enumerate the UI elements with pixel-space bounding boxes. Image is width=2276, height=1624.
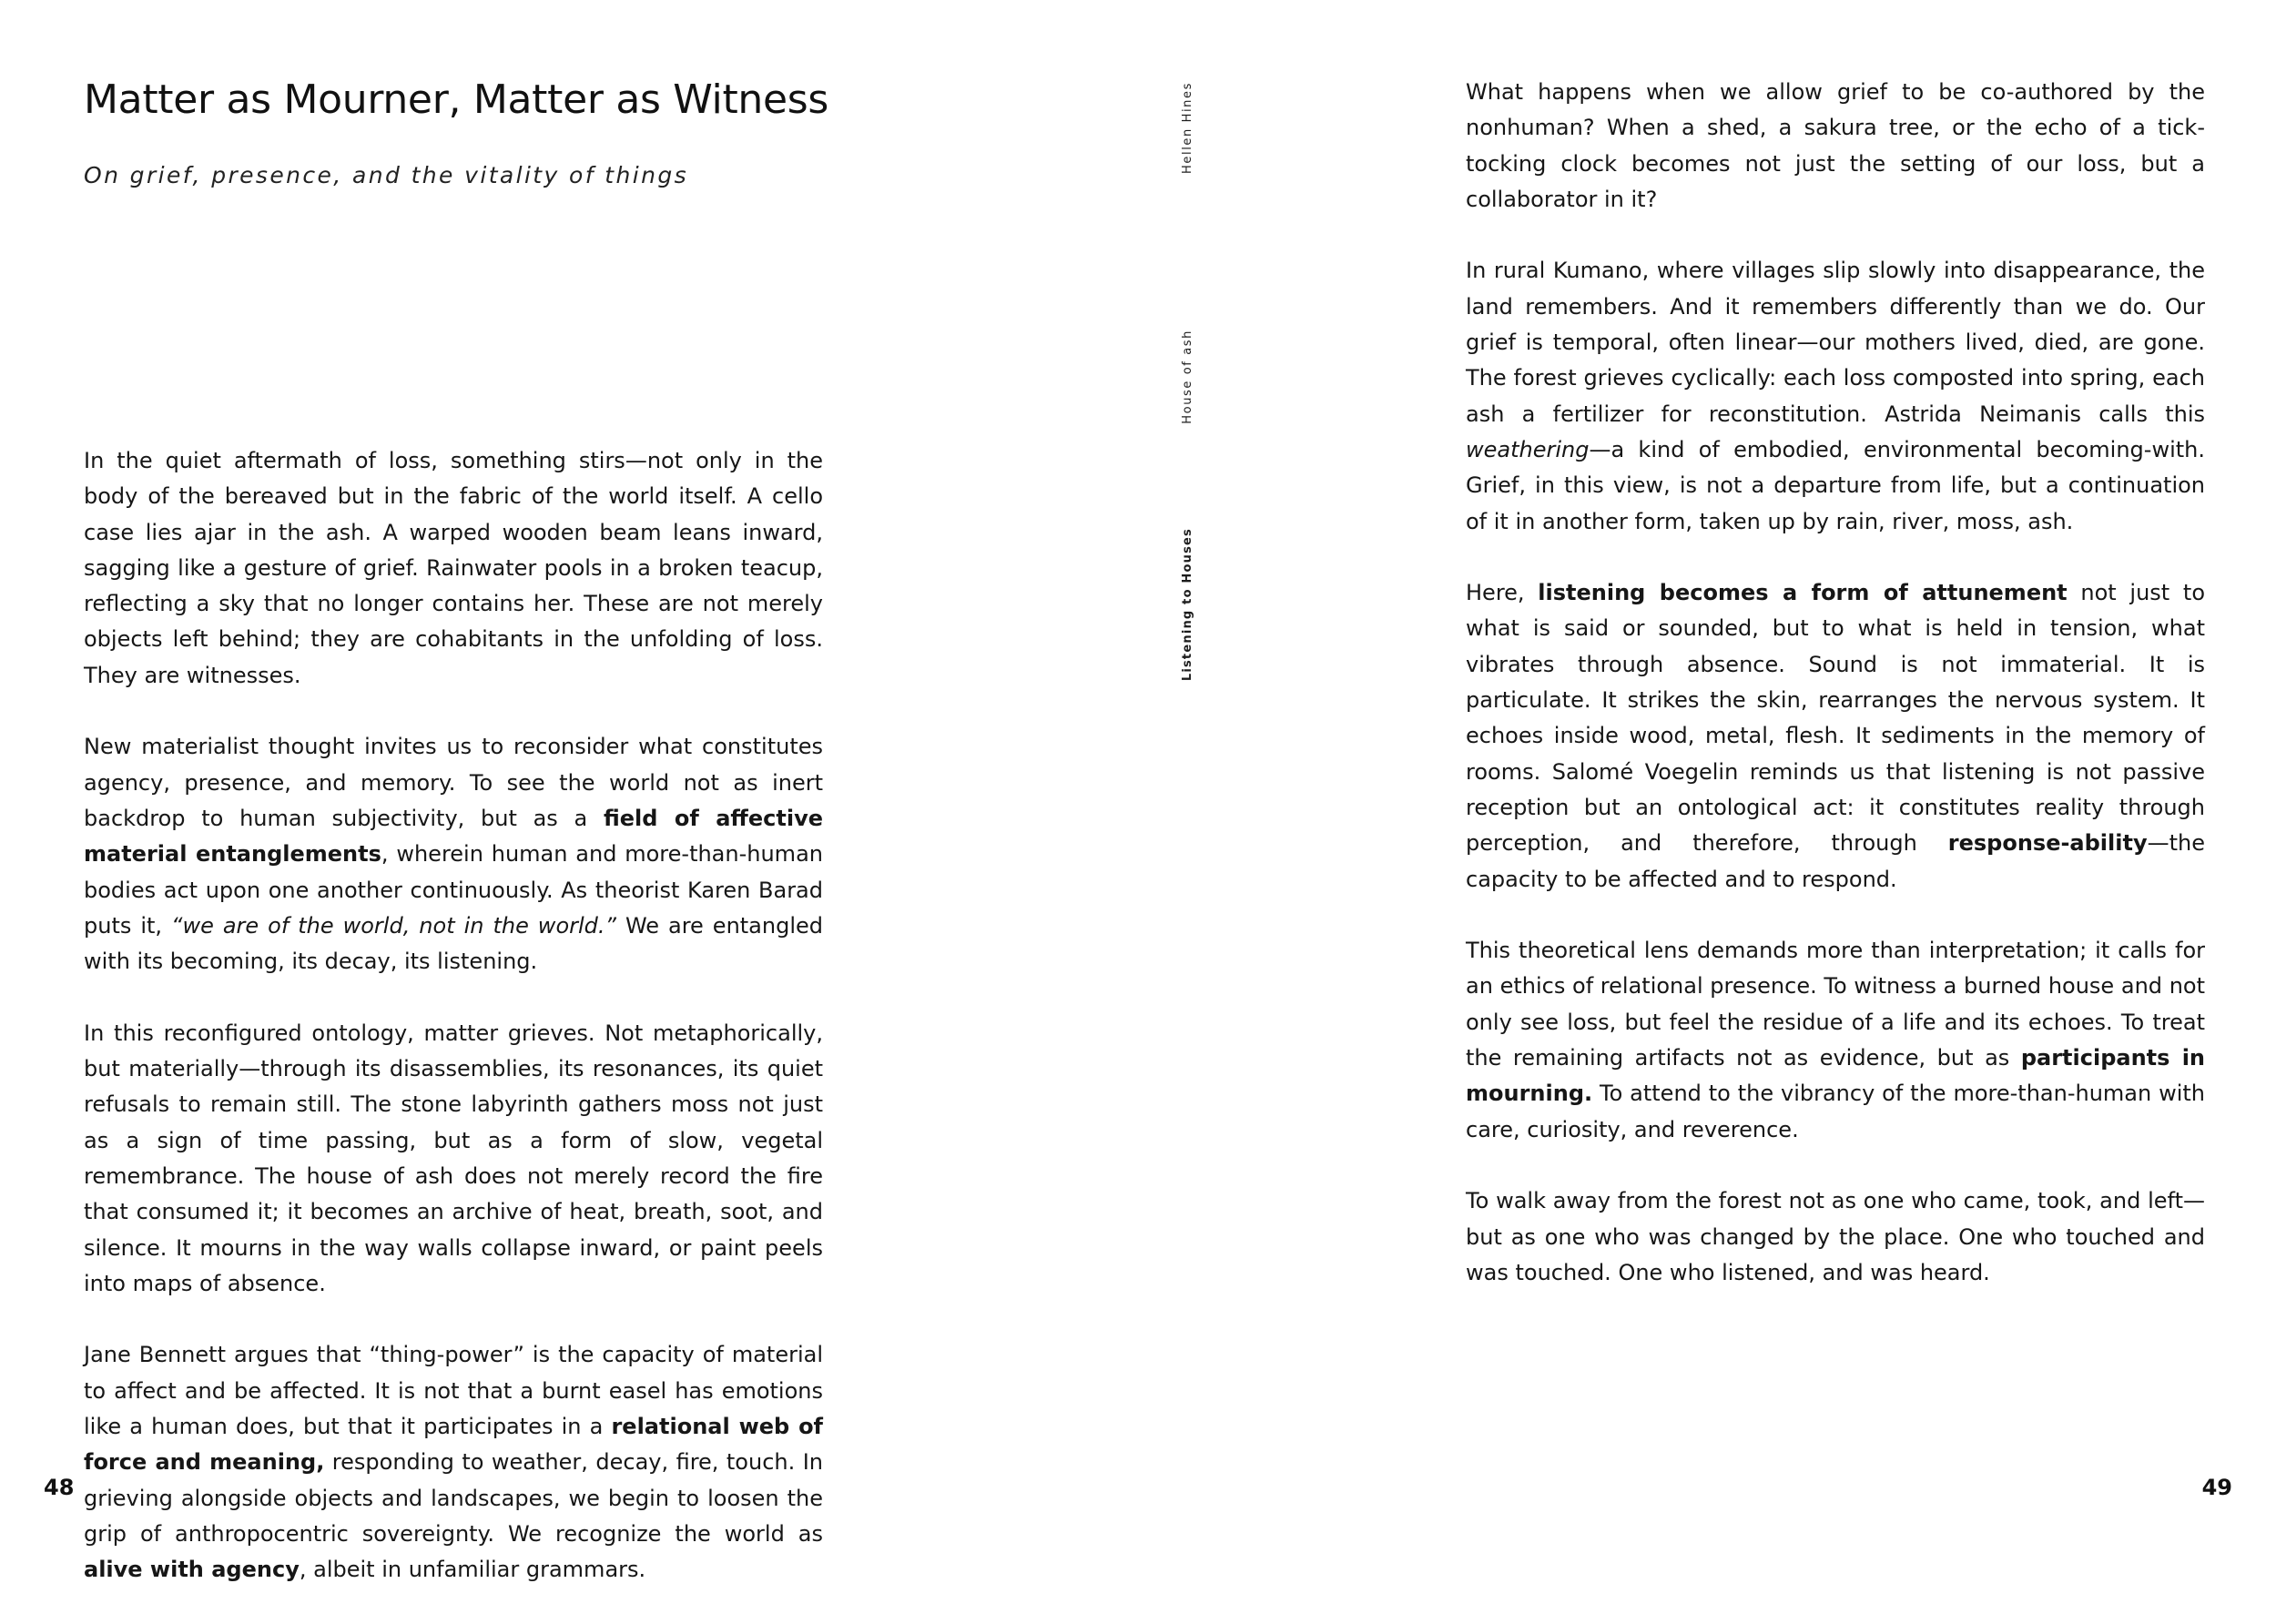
paragraph [84, 1016, 823, 1302]
paragraph [84, 1337, 823, 1588]
right-body-text [1466, 75, 2205, 1326]
paragraph [1466, 575, 2205, 898]
text-run: New materialist thought invites us to reconsider what constitutes agency, presence, and memory. To see the world not as inert backdrop to human subjectivity, but as a [84, 734, 823, 831]
bold-text: listening becomes a form of attunement [1538, 580, 2068, 606]
text-run: Here, [1466, 580, 1539, 606]
text-run: In the quiet aftermath of loss, something stirs—not only in the body of the bereaved but in the fabric of the world itself. A cello case lies ajar in the ash. A warped wooden beam leans inward, sagging like a gesture of grief. Rainwater pools in a broken teacup, reflecting a sky that no longer contains her. These are not merely objects left behind; they are cohabitants in the unfolding of loss. They are witnesses. [84, 448, 823, 688]
text-run: To walk away from the forest not as one who came, took, and left—but as one who was changed by the place. One who touched and was touched. One who listened, and was heard. [1466, 1188, 2205, 1285]
chapter-title: Matter as Mourner, Matter as Witness [84, 76, 829, 123]
paragraph [84, 443, 823, 694]
text-run: , wherein human and more-than-human bodies act upon one another continuously. As theorist Karen Barad puts it, [84, 841, 823, 939]
running-head-book: Listening to Houses [1181, 528, 1194, 682]
running-head-section: House of ash [1181, 330, 1194, 424]
bold-text: response-ability [1947, 830, 2148, 857]
right-page [1138, 0, 2276, 1538]
left-body-text [84, 443, 823, 1624]
bold-text: relational web of force and meaning, [84, 1414, 823, 1476]
chapter-subtitle: On grief, presence, and the vitality of things [84, 162, 689, 188]
paragraph [1466, 1183, 2205, 1291]
text-run: not just to what is said or sounded, but to what is held in tension, what vibrates through absence. Sound is not immaterial. It is particulate. It strikes the skin, rearranges the nervous system. It echoes inside wood, metal, flesh. It sediments in the memory of rooms. Salomé Voegelin reminds us that listening is not passive reception but an ontological act: it constitutes reality through perception, and therefore, through [1466, 580, 2206, 857]
bold-text: field of affective material entanglements [84, 805, 823, 868]
left-page [0, 0, 1138, 1583]
paragraph [1466, 933, 2205, 1148]
paragraph [1466, 75, 2205, 218]
page-number-right: 49 [2201, 1475, 2232, 1500]
text-run: responding to weather, decay, fire, touch. In grieving alongside objects and landscapes, we begin to loosen the grip of anthropocentric sovereignty. We recognize the world as [84, 1449, 823, 1547]
paragraph [84, 729, 823, 979]
running-head-author: Hellen Hines [1181, 82, 1194, 174]
page-number-left: 48 [44, 1475, 75, 1500]
text-run: In rural Kumano, where villages slip slowly into disappearance, the land remembers. And it remembers differently than we do. Our grief is temporal, often linear—our mothers lived, died, are gone. The forest grieves cyclically: each loss composted into spring, each ash a fertilizer for reconstitution. Astrida Neimanis calls this [1466, 258, 2205, 427]
text-run: This theoretical lens demands more than interpretation; it calls for an ethics of relational presence. To witness a burned house and not only see loss, but feel the residue of a life and its echoes. To treat the remaining artifacts not as evidence, but as [1466, 938, 2205, 1071]
text-run: In this reconfigured ontology, matter grieves. Not metaphorically, but materially—through its disassemblies, its resonances, its quiet refusals to remain still. The stone labyrinth gathers moss not just as a sign of time passing, but as a form of slow, vegetal remembrance. The house of ash does not merely record the fire that consumed it; it becomes an archive of heat, breath, soot, and silence. It mourns in the way walls collapse inward, or paint peels into maps of absence. [84, 1020, 823, 1296]
text-run: What happens when we allow grief to be co-authored by the nonhuman? When a shed, a sakura tree, or the echo of a tick-tocking clock becomes not just the setting of our loss, but a collaborator in it? [1466, 79, 2205, 212]
bold-text: participants in mourning. [1466, 1045, 2206, 1107]
text-run: Jane Bennett argues that “thing-power” is the capacity of material to affect and be affected. It is not that a burnt easel has emotions like a human does, but that it participates in a [84, 1342, 823, 1440]
text-run: We are entangled with its becoming, its decay, its listening. [84, 912, 824, 975]
italic-text: weathering [1466, 436, 1590, 462]
text-run: To attend to the vibrancy of the more-than-human with care, curiosity, and reverence. [1466, 1081, 2205, 1142]
text-run: , albeit in unfamiliar grammars. [299, 1557, 646, 1583]
paragraph [1466, 253, 2205, 539]
bold-text: alive with agency [84, 1557, 300, 1583]
text-run: —a kind of embodied, environmental becoming-with. Grief, in this view, is not a departure from life, but a continuation of it in another form, taken up by rain, river, moss, ash. [1466, 436, 2205, 534]
text-run: —the capacity to be affected and to respond. [1466, 830, 2205, 892]
italic-text: “we are of the world, not in the world.” [171, 912, 616, 939]
